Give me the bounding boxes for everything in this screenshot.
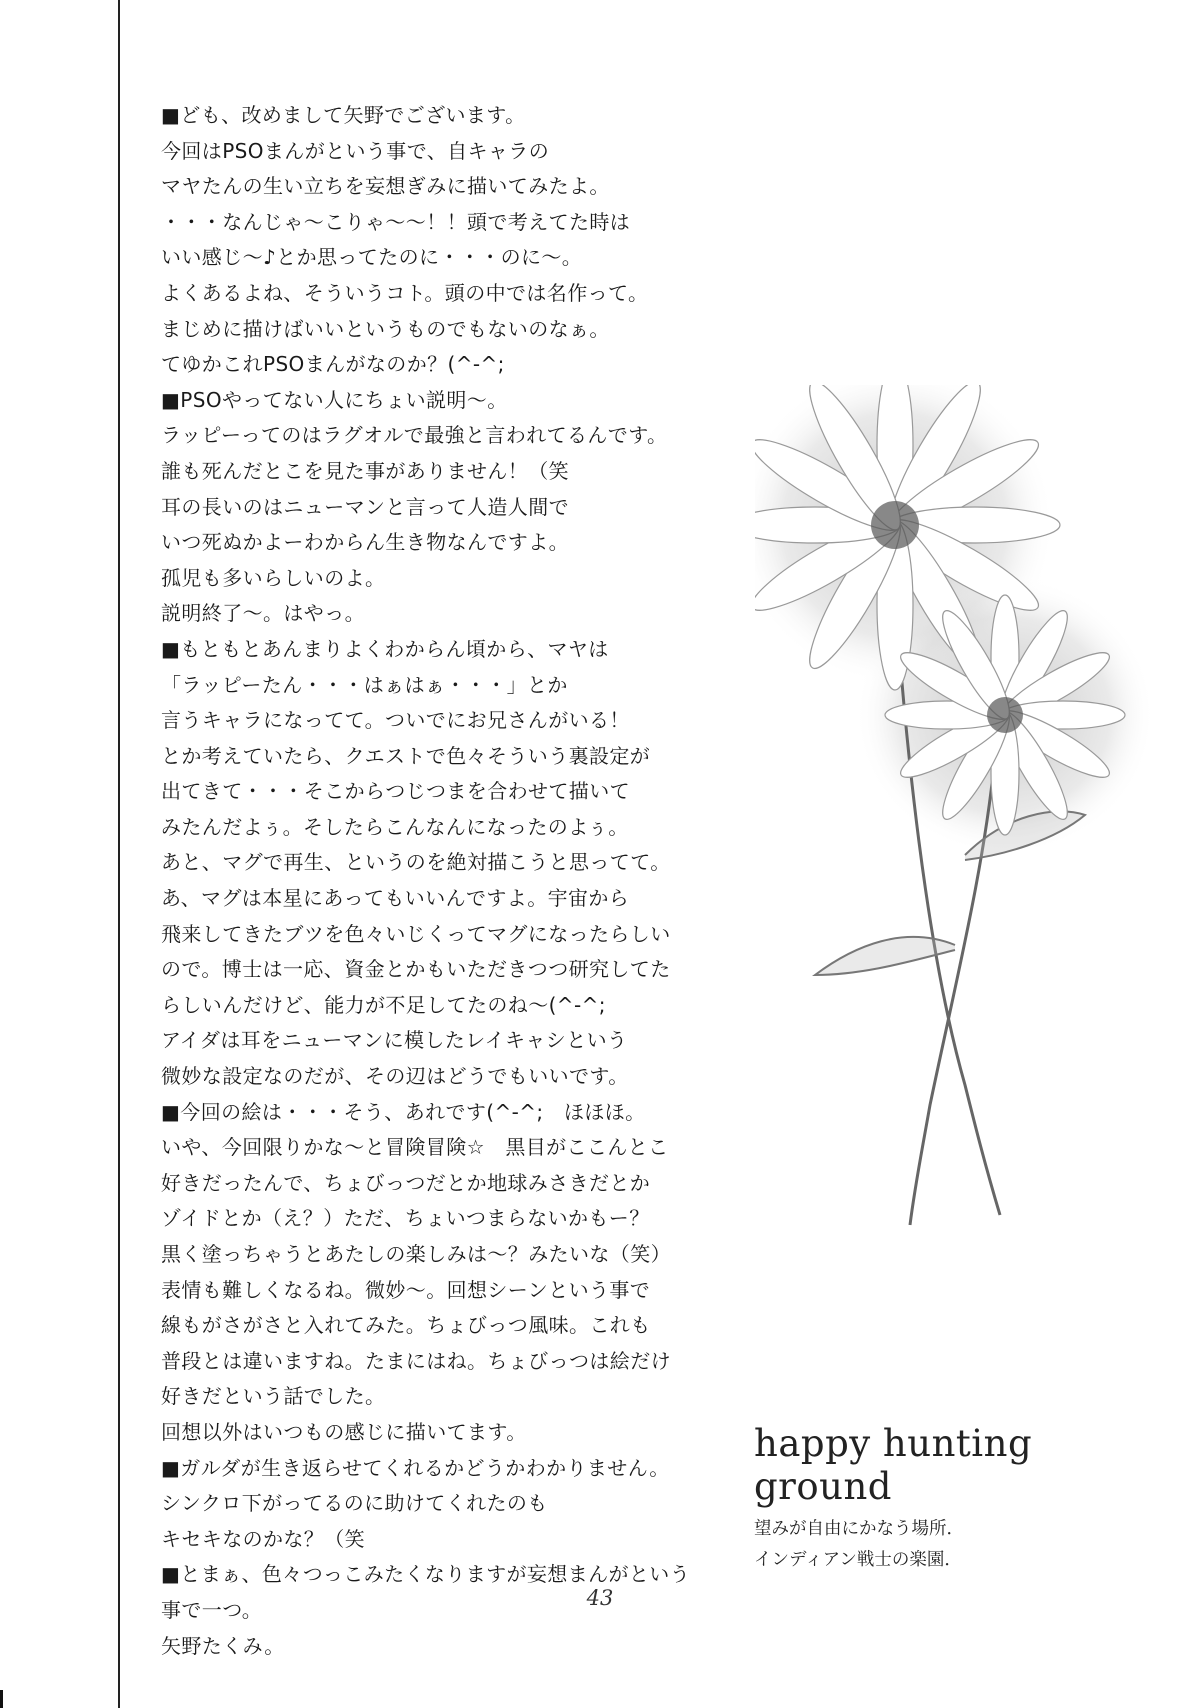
text-line: アイダは耳をニューマンに模したレイキャシという	[161, 1028, 628, 1053]
text-line: いい感じ〜♪とか思ってたのに・・・のに〜。	[161, 245, 583, 270]
text-line: いや、今回限りかな〜と冒険冒険☆ 黒目がここんとこ	[161, 1135, 669, 1160]
page-number: 43	[586, 1586, 614, 1610]
caption-line-2: インディアン戦士の楽園．	[754, 1550, 962, 1570]
text-line: みたんだよぅ。そしたらこんなんになったのよぅ。	[161, 814, 629, 839]
text-line: 出てきて・・・そこからつじつまを合わせて描いて	[161, 779, 630, 804]
text-line: 黒く塗っちゃうとあたしの楽しみは〜？みたいな（笑）	[161, 1242, 671, 1266]
caption-title: happy hunting ground	[754, 1422, 1033, 1508]
text-line: ゾイドとか（え？）ただ、ちょいつまらないかもー？	[161, 1206, 650, 1231]
text-line: まじめに描けばいいというものでもないのなぁ。	[161, 316, 610, 341]
text-line: てゆかこれPSOまんがなのか？(^-^;	[161, 352, 505, 377]
text-line: あ、マグは本星にあってもいいんですよ。宇宙から	[161, 886, 630, 911]
text-line: いつ死ぬかよーわからん生き物なんですよ。	[161, 530, 569, 555]
text-line: マヤたんの生い立ちを妄想ぎみに描いてみたよ。	[161, 174, 610, 199]
text-line: 今回はPSOまんがという事で、自キャラの	[161, 138, 550, 163]
text-line: 誰も死んだとこを見た事がありません！（笑	[161, 458, 569, 483]
text-line: 言うキャラになってて。ついでにお兄さんがいる！	[161, 708, 630, 733]
text-line: ・・・なんじゃ〜こりゃ〜〜！！頭で考えてた時は	[161, 209, 631, 234]
text-line: ラッピーってのはラグオルで最強と言われてるんです。	[161, 423, 668, 448]
text-line: 線もがさがさと入れてみた。ちょびっつ風味。これも	[161, 1313, 651, 1338]
text-line: とか考えていたら、クエストで色々そういう裏設定が	[161, 743, 651, 768]
text-line: ■ガルダが生き返らせてくれるかどうかわかりません。	[161, 1455, 670, 1480]
text-line: 好きだったんで、ちょびっつだとか地球みさきだとか	[161, 1170, 651, 1195]
text-line: 回想以外はいつもの感じに描いてます。	[161, 1419, 527, 1444]
text-line: ■ども、改めまして矢野でございます。	[161, 103, 526, 127]
text-line: 耳の長いのはニューマンと言って人造人間で	[161, 494, 569, 519]
binding-line	[118, 0, 120, 1708]
text-line: シンクロ下がってるのに助けてくれたのも	[161, 1491, 548, 1516]
text-line: ■とまぁ、色々つっこみたくなりますが妄想まんがという	[161, 1562, 691, 1587]
text-line: 好きだという話でした。	[161, 1384, 386, 1409]
caption-line-1: 望みが自由にかなう場所．	[754, 1519, 964, 1539]
corner-mark	[0, 1690, 3, 1708]
text-line: 矢野たくみ。	[161, 1633, 285, 1658]
text-line: ■今回の絵は・・・そう、あれです(^-^; ほほほ。	[161, 1099, 646, 1124]
text-line: ■もともとあんまりよくわからん頃から、マヤは	[161, 636, 609, 661]
text-line: 普段とは違いますね。たまにはね。ちょびっつは絵だけ	[161, 1348, 671, 1373]
text-line: 飛来してきたブツを色々いじくってマグになったらしい	[161, 921, 671, 946]
text-line: 微妙な設定なのだが、その辺はどうでもいいです。	[161, 1064, 629, 1089]
text-line: ので。博士は一応、資金とかもいただきつつ研究してた	[161, 957, 671, 982]
text-line: キセキなのかな？（笑	[161, 1526, 365, 1551]
text-line: 「ラッピーたん・・・はぁはぁ・・・」とか	[161, 672, 568, 697]
text-line: 表情も難しくなるね。微妙〜。回想シーンという事で	[161, 1277, 651, 1302]
text-line: 孤児も多いらしいのよ。	[161, 565, 386, 590]
text-line: よくあるよね、そういうコト。頭の中では名作って。	[161, 280, 649, 305]
stippled-flower-icon	[755, 385, 1175, 1245]
text-line: 説明終了〜。はやっ。	[161, 601, 365, 626]
text-line: あと、マグで再生、というのを絶対描こうと思ってて。	[161, 850, 671, 875]
afterword-text	[161, 98, 731, 1664]
text-line: 事で一つ。	[161, 1597, 263, 1622]
caption	[754, 1422, 1174, 1576]
text-line: らしいんだけど、能力が不足してたのね〜(^-^;	[161, 992, 606, 1017]
text-line: ■PSOやってない人にちょい説明〜。	[161, 387, 508, 412]
